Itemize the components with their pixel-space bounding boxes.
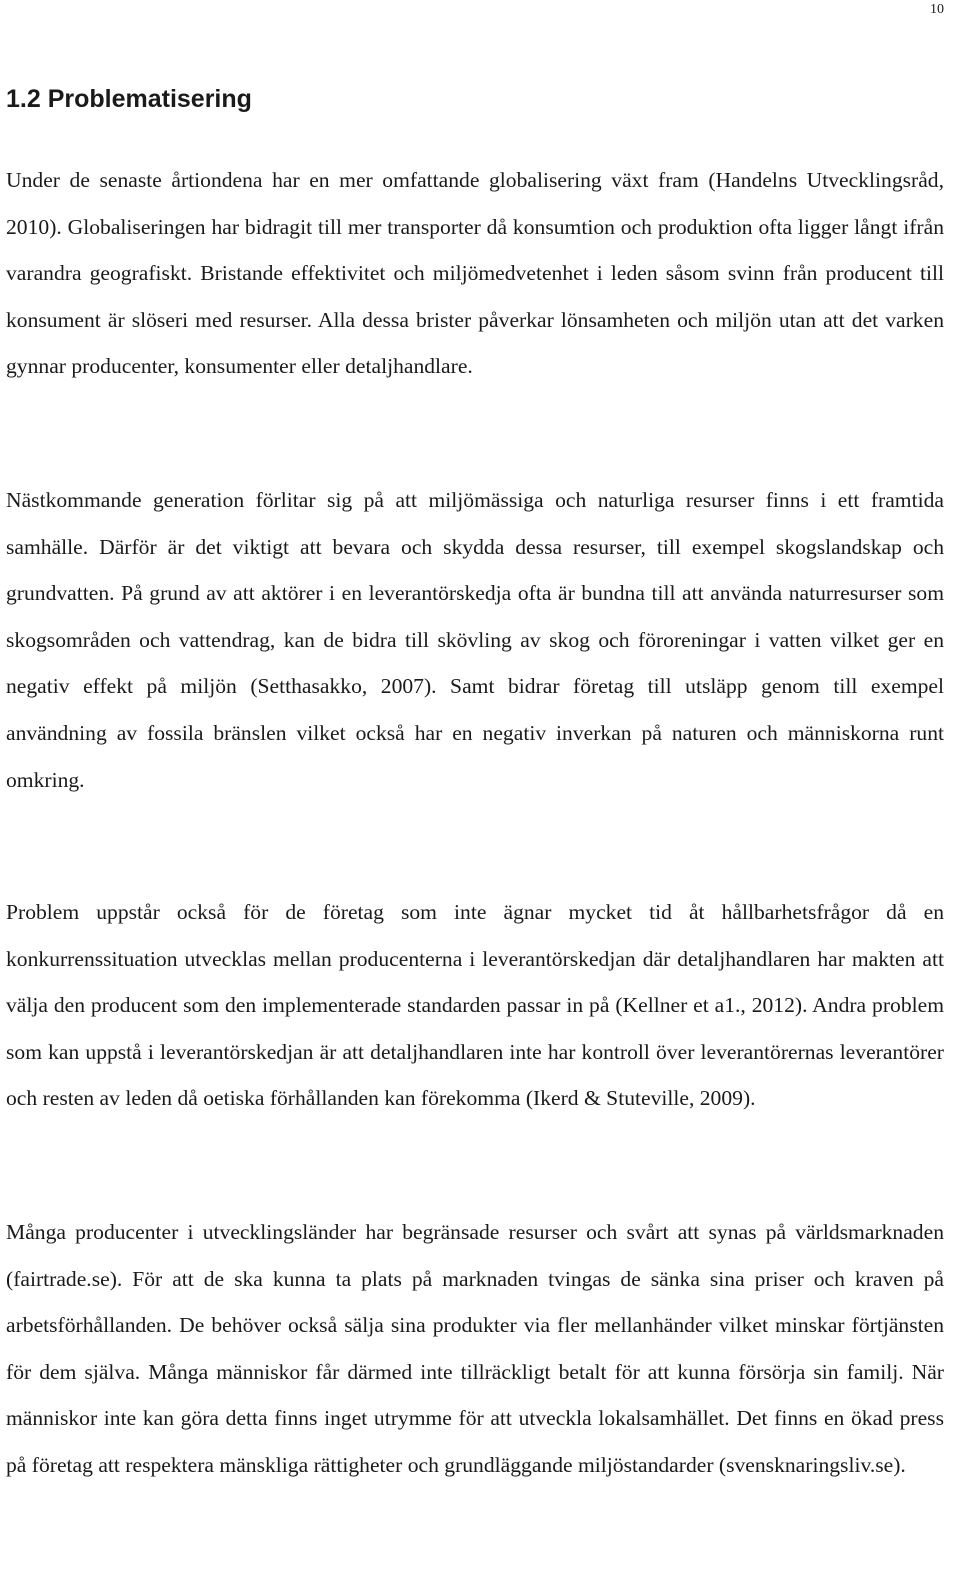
paragraph-developing-countries: Många producenter i utvecklingsländer har begränsade resurser och svårt att synas på världsmarknaden (fairtrade.se). För att de ska kunna ta plats på marknaden tvingas de sänka sina priser och kraven på arbetsförhållanden. De behöver också sälja sina produkter via fler mellanhänder vilket minskar förtjänsten för dem själva. Många människor får därmed inte tillräckligt betalt för att kunna försörja sin familj. När människor inte kan göra detta finns inget utrymme för att utveckla lokalsamhället. Det finns en ökad press på företag att respektera mänskliga rättigheter och grundläggande miljöstandarder (svensknaringsliv.se). <box>6 1220 944 1477</box>
section-heading: 1.2 Problematisering <box>6 85 252 113</box>
paragraph-supply-chain-problems: Problem uppstår också för de företag som inte ägnar mycket tid åt hållbarhetsfrågor då en konkurrenssituation utvecklas mellan producenterna i leverantörskedjan där detaljhandlaren har makten att välja den producent som den implementerade standarden passar in på (Kellner et a1., 2012). Andra problem som kan uppstå i leverantörskedjan är att detaljhandlaren inte har kontroll över leverantörernas leverantörer och resten av leden då oetiska förhållanden kan förekomma (Ikerd & Stuteville, 2009). <box>6 900 944 1111</box>
paragraph-globalization: Under de senaste årtiondena har en mer omfattande globalisering växt fram (Handelns Utvecklingsråd, 2010). Globaliseringen har bidragit till mer transporter då konsumtion och produktion ofta ligger långt ifrån varandra geografiskt. Bristande effektivitet och miljömedvetenhet i leden såsom svinn från producent till konsument är slöseri med resurser. Alla dessa brister påverkar lönsamheten och miljön utan att det varken gynnar producenter, konsumenter eller detaljhandlare. <box>6 168 944 379</box>
paragraph-natural-resources: Nästkommande generation förlitar sig på att miljömässiga och naturliga resurser finns i ett framtida samhälle. Därför är det viktigt att bevara och skydda dessa resurser, till exempel skogslandskap och grundvatten. På grund av att aktörer i en leverantörskedja ofta är bundna till att använda naturresurser som skogsområden och vattendrag, kan de bidra till skövling av skog och föroreningar i vatten vilket ger en negativ effekt på miljön (Setthasakko, 2007). Samt bidrar företag till utsläpp genom till exempel användning av fossila bränslen vilket också har en negativ inverkan på naturen och människorna runt omkring. <box>6 488 944 792</box>
page-number: 10 <box>930 2 944 17</box>
